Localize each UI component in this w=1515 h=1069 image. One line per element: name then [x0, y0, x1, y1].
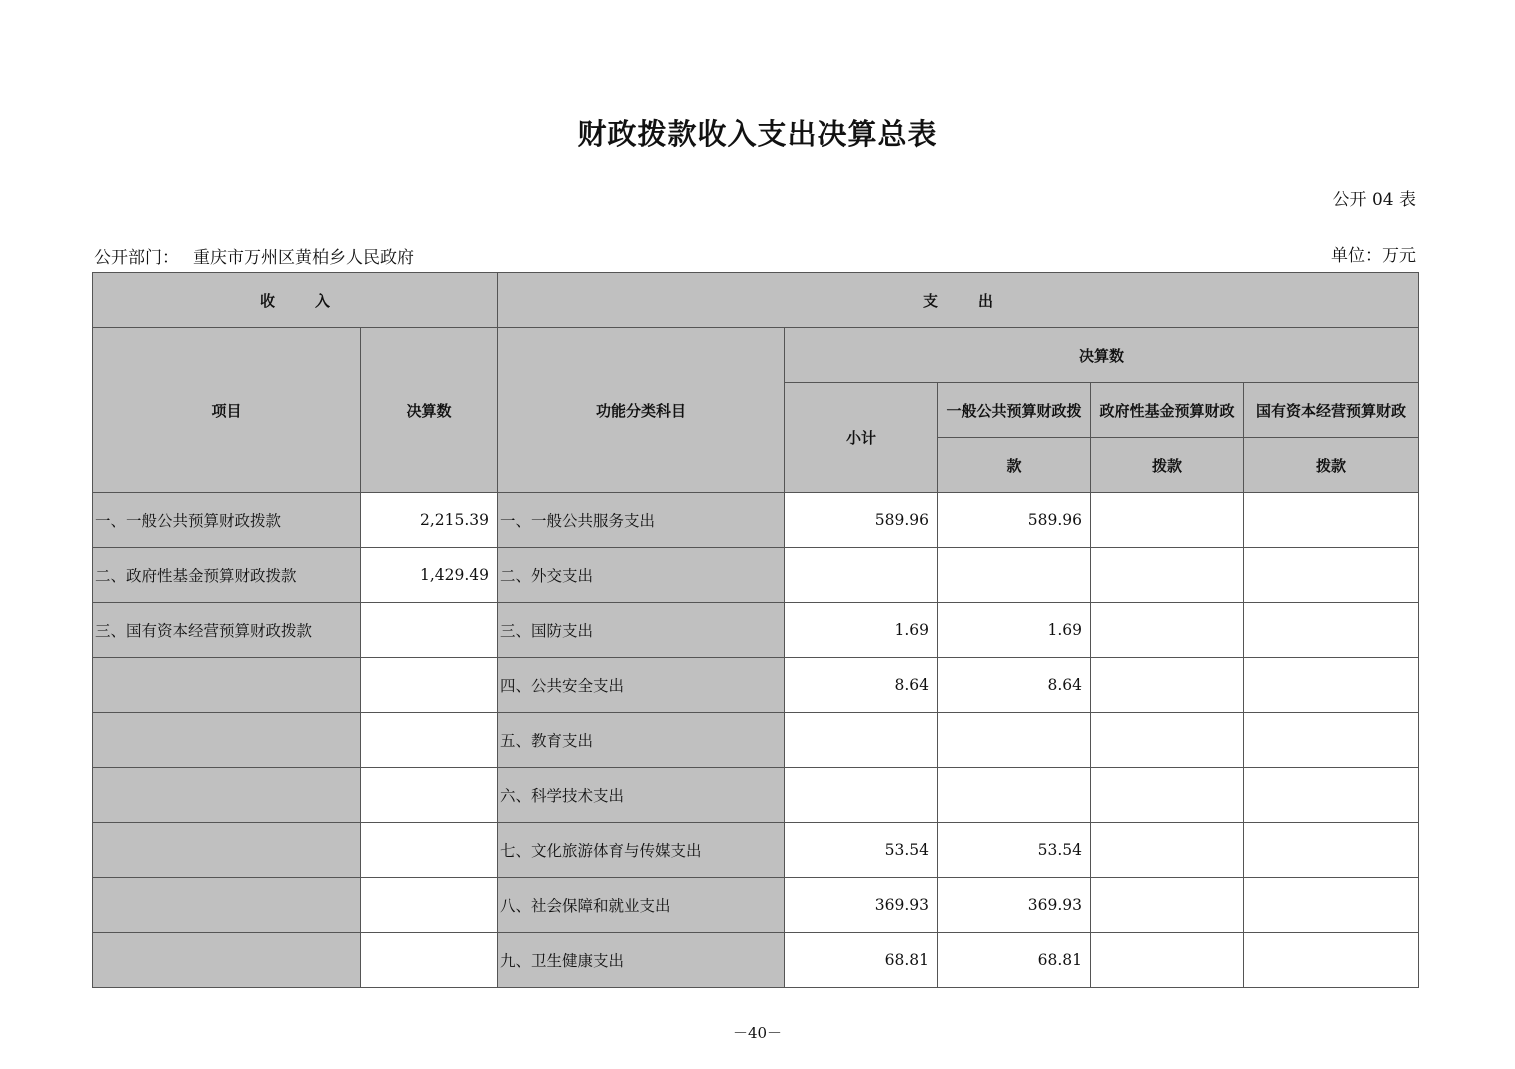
item-header: 项目: [93, 328, 361, 493]
function-subject-cell: 四、公共安全支出: [498, 658, 785, 713]
header-row-1: [93, 273, 1419, 328]
income-amount-cell: [361, 823, 498, 878]
table-row: [93, 933, 1419, 988]
state-capital-cell: [1244, 603, 1419, 658]
table-row: [93, 603, 1419, 658]
income-item-cell: [93, 878, 361, 933]
income-item-cell: [93, 768, 361, 823]
income-amount-cell: 1,429.49: [361, 548, 498, 603]
function-subject-cell: 五、教育支出: [498, 713, 785, 768]
general-budget-header-b: 款: [938, 438, 1091, 493]
department-label: 公开部门：: [94, 248, 179, 268]
table-row: [93, 493, 1419, 548]
page-number: －40－: [732, 1024, 783, 1042]
income-item-cell: 二、政府性基金预算财政拨款: [93, 548, 361, 603]
subtotal-cell: [785, 548, 938, 603]
income-item-cell: 三、国有资本经营预算财政拨款: [93, 603, 361, 658]
state-capital-cell: [1244, 493, 1419, 548]
income-item-cell: [93, 823, 361, 878]
income-item-cell: [93, 713, 361, 768]
state-capital-cell: [1244, 548, 1419, 603]
income-amount-cell: [361, 878, 498, 933]
general-budget-cell: [938, 713, 1091, 768]
table-row: [93, 823, 1419, 878]
general-budget-cell: 1.69: [938, 603, 1091, 658]
gov-fund-cell: [1091, 933, 1244, 988]
general-budget-cell: 68.81: [938, 933, 1091, 988]
income-item-cell: [93, 933, 361, 988]
function-subject-header: 功能分类科目: [498, 328, 785, 493]
final-amount-header: 决算数: [785, 328, 1419, 383]
income-item-cell: 一、一般公共预算财政拨款: [93, 493, 361, 548]
income-amount-cell: 2,215.39: [361, 493, 498, 548]
income-amount-cell: [361, 933, 498, 988]
income-header: 收入: [93, 273, 498, 328]
department-line: [94, 243, 414, 268]
state-capital-cell: [1244, 823, 1419, 878]
function-subject-cell: 六、科学技术支出: [498, 768, 785, 823]
income-amount-cell: [361, 768, 498, 823]
general-budget-cell: 53.54: [938, 823, 1091, 878]
function-subject-cell: 三、国防支出: [498, 603, 785, 658]
table-row: [93, 658, 1419, 713]
subtotal-cell: 1.69: [785, 603, 938, 658]
table-row: [93, 878, 1419, 933]
gov-fund-header-b: 拨款: [1091, 438, 1244, 493]
income-item-cell: [93, 658, 361, 713]
gov-fund-cell: [1091, 823, 1244, 878]
gov-fund-cell: [1091, 493, 1244, 548]
subtotal-cell: [785, 713, 938, 768]
state-capital-cell: [1244, 658, 1419, 713]
function-subject-cell: 二、外交支出: [498, 548, 785, 603]
subtotal-header: 小计: [785, 383, 938, 493]
finance-table: [92, 272, 1419, 988]
subtotal-cell: 8.64: [785, 658, 938, 713]
subtotal-cell: 53.54: [785, 823, 938, 878]
state-capital-header-b: 拨款: [1244, 438, 1419, 493]
general-budget-cell: 589.96: [938, 493, 1091, 548]
function-subject-cell: 九、卫生健康支出: [498, 933, 785, 988]
gov-fund-cell: [1091, 658, 1244, 713]
table-row: [93, 768, 1419, 823]
income-amount-cell: [361, 603, 498, 658]
function-subject-cell: 七、文化旅游体育与传媒支出: [498, 823, 785, 878]
subtotal-cell: 589.96: [785, 493, 938, 548]
table-row: [93, 548, 1419, 603]
state-capital-cell: [1244, 878, 1419, 933]
function-subject-cell: 一、一般公共服务支出: [498, 493, 785, 548]
subtotal-cell: [785, 768, 938, 823]
subtotal-cell: 68.81: [785, 933, 938, 988]
gov-fund-cell: [1091, 713, 1244, 768]
gov-fund-cell: [1091, 548, 1244, 603]
function-subject-cell: 八、社会保障和就业支出: [498, 878, 785, 933]
gov-fund-cell: [1091, 878, 1244, 933]
general-budget-cell: 369.93: [938, 878, 1091, 933]
income-amount-cell: [361, 658, 498, 713]
general-budget-header-a: 一般公共预算财政拨: [938, 383, 1091, 438]
state-capital-cell: [1244, 713, 1419, 768]
gov-fund-cell: [1091, 768, 1244, 823]
general-budget-cell: [938, 548, 1091, 603]
income-amount-cell: [361, 713, 498, 768]
gov-fund-header-a: 政府性基金预算财政: [1091, 383, 1244, 438]
general-budget-cell: [938, 768, 1091, 823]
state-capital-cell: [1244, 933, 1419, 988]
amount-header: 决算数: [361, 328, 498, 493]
page-title: 财政拨款收入支出决算总表: [577, 117, 938, 151]
state-capital-header-a: 国有资本经营预算财政: [1244, 383, 1419, 438]
department-name: 重庆市万州区黄柏乡人民政府: [193, 248, 414, 268]
unit-label: 单位：万元: [1331, 246, 1416, 266]
form-number: 公开 04 表: [1332, 190, 1416, 210]
header-row-2: [93, 328, 1419, 383]
subtotal-cell: 369.93: [785, 878, 938, 933]
general-budget-cell: 8.64: [938, 658, 1091, 713]
state-capital-cell: [1244, 768, 1419, 823]
table-row: [93, 713, 1419, 768]
expense-header: 支出: [498, 273, 1419, 328]
gov-fund-cell: [1091, 603, 1244, 658]
